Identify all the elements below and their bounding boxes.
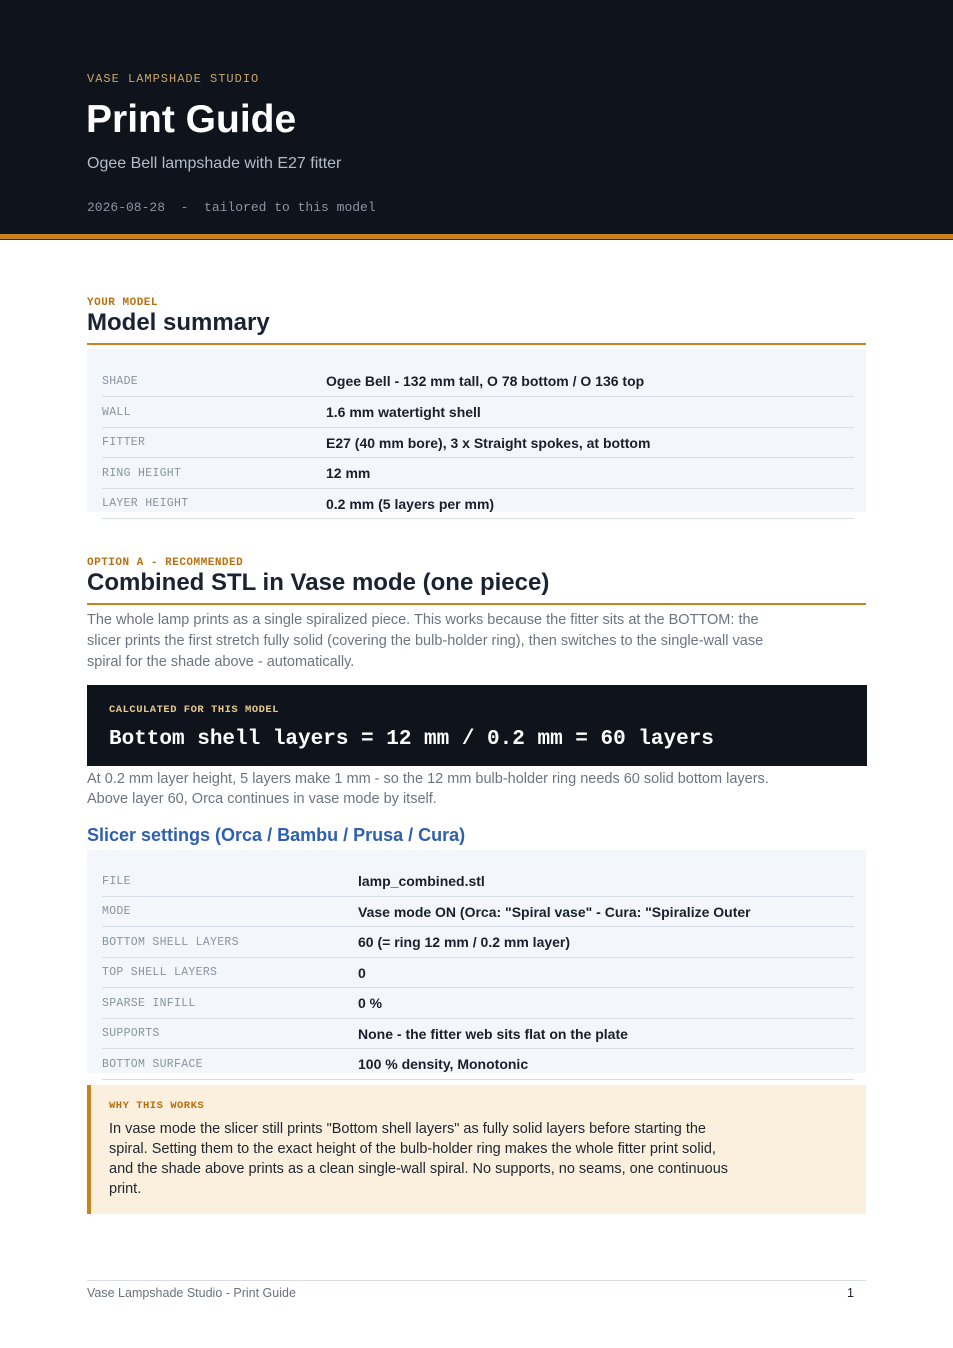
option-a-intro: The whole lamp prints as a single spiralized piece. This works because the fitter sits at the BOTTOM: the slicer prints the first stretch fully solid (covering the bulb-holder ring), then switches to the single-wall vase spiral for the shade above - automatically. (87, 612, 764, 670)
row-value: 100 % density, Monotonic (358, 1056, 529, 1072)
row-key: BOTTOM SURFACE (102, 1057, 203, 1071)
row-key: SUPPORTS (102, 1027, 160, 1040)
row-value: 12 mm (326, 465, 371, 481)
model-summary-rule (87, 343, 866, 345)
row-value: None - the fitter web sits flat on the plate (358, 1025, 628, 1042)
row-key: FILE (102, 874, 131, 888)
model-summary-heading: Model summary (87, 309, 270, 336)
row-value: 0 % (358, 995, 383, 1011)
table-row (102, 366, 854, 397)
page-title: Print Guide (86, 98, 297, 141)
calculation-note: At 0.2 mm layer height, 5 layers make 1 mm - so the 12 mm bulb-holder ring needs 60 solid bottom layers. Above layer 60, Orca continues in vase mode by itself. (87, 771, 769, 807)
slicer-settings-heading: Slicer settings (Orca / Bambu / Prusa / Cura) (87, 825, 466, 845)
row-key: WALL (102, 405, 131, 419)
row-value: 60 (= ring 12 mm / 0.2 mm layer) (358, 934, 571, 950)
table-row (102, 897, 854, 927)
why-this-works-callout (87, 1085, 866, 1214)
page-subtitle: Ogee Bell lampshade with E27 fitter (87, 155, 342, 172)
footer-divider (87, 1280, 866, 1281)
row-key: MODE (102, 905, 131, 918)
option-a-rule (87, 603, 866, 605)
table-row (102, 1049, 854, 1080)
calculation-value: Bottom shell layers = 12 mm / 0.2 mm = 60 layers (109, 728, 714, 751)
table-row (102, 927, 854, 958)
table-row (102, 458, 854, 489)
model-summary-table (87, 349, 866, 512)
table-row (102, 1019, 854, 1049)
row-value: 0.2 mm (5 layers per mm) (326, 495, 495, 512)
callout-text: In vase mode the slicer still prints "Bottom shell layers" as fully solid layers before starting the spiral. Setting them to the exact height of the bulb-holder ring makes the whole fitter print solid, and the shade above prints as a clean single-wall spiral. No supports, no seams, one continuous print. (109, 1121, 729, 1197)
table-row (102, 428, 854, 458)
page-header (0, 0, 953, 234)
row-key: TOP SHELL LAYERS (102, 966, 218, 979)
table-row (102, 397, 854, 428)
model-summary-kicker: YOUR MODEL (87, 297, 159, 309)
row-key: SHADE (102, 374, 139, 388)
date-meta: 2026-08-28 - tailored to this model (87, 200, 376, 215)
row-value: 0 (358, 964, 366, 981)
row-key: FITTER (102, 436, 146, 449)
row-key: SPARSE INFILL (102, 996, 196, 1010)
table-row (102, 866, 854, 897)
row-key: LAYER HEIGHT (102, 497, 189, 510)
calculation-box (87, 685, 867, 766)
option-a-heading: Combined STL in Vase mode (one piece) (87, 569, 550, 596)
header-accent-rule (0, 234, 953, 240)
footer-title: Vase Lampshade Studio - Print Guide (87, 1286, 296, 1300)
row-value: E27 (40 mm bore), 3 x Straight spokes, at bottom (326, 434, 651, 451)
row-value: Ogee Bell - 132 mm tall, O 78 bottom / O 136 top (326, 373, 645, 389)
table-row (102, 958, 854, 988)
slicer-settings-table (87, 850, 866, 1073)
brand-label: VASE LAMPSHADE STUDIO (87, 72, 260, 86)
row-key: RING HEIGHT (102, 466, 182, 480)
table-row (102, 489, 854, 519)
table-row (102, 988, 854, 1019)
row-value: lamp_combined.stl (358, 873, 485, 889)
calculation-label: CALCULATED FOR THIS MODEL (109, 704, 280, 716)
option-a-kicker: OPTION A - RECOMMENDED (87, 557, 244, 569)
row-key: BOTTOM SHELL LAYERS (102, 935, 239, 949)
row-value: Vase mode ON (Orca: "Spiral vase" - Cura: "Spiralize Outer (358, 903, 751, 920)
callout-label: WHY THIS WORKS (109, 1100, 205, 1112)
page-number: 1 (847, 1286, 854, 1300)
row-value: 1.6 mm watertight shell (326, 404, 481, 420)
